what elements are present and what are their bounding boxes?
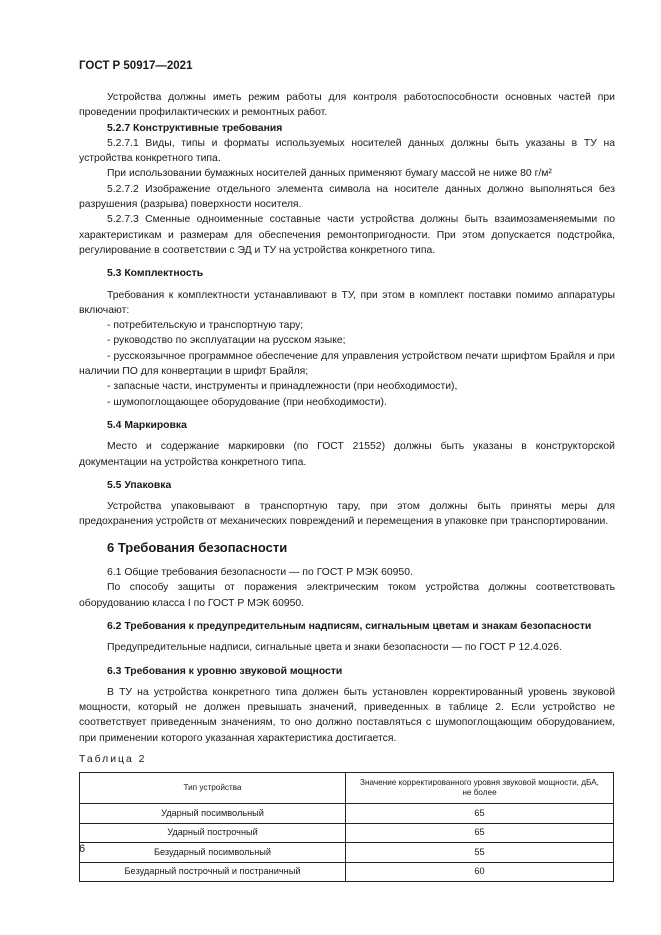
list-item: - русскоязычное программное обеспечение для управления устройством печати шрифтом Брайля и при наличии ПО для конвертации в шрифт Брайля; <box>79 350 615 378</box>
table-caption: Таблица 2 <box>79 753 147 765</box>
page-number: 6 <box>79 843 86 855</box>
section-heading: 6.3 Требования к уровню звуковой мощности <box>107 665 343 677</box>
paragraph: При использовании бумажных носителей данных применяют бумагу массой не ниже 80 г/м² <box>107 168 552 180</box>
paragraph: 5.2.7.1 Виды, типы и форматы используемых носителей данных должны быть указаны в ТУ на устройства конкретного типа. <box>79 137 615 165</box>
list-item: - потребительскую и транспортную тару; <box>107 320 304 332</box>
list-item: - руководство по эксплуатации на русском языке; <box>107 335 346 347</box>
paragraph: 5.2.7.3 Сменные одноименные составные части устройства должны быть взаимозаменяемыми по характеристикам и размерам для обеспечения ремонтопригодности. При этом допускается подстройка, регулирование в соответствии с ЭД и ТУ на устройства конкретного типа. <box>79 214 615 256</box>
table-cell: 65 <box>346 823 614 843</box>
table-row <box>80 862 614 882</box>
paragraph: Требования к комплектности устанавливают в ТУ, при этом в комплект поставки помимо аппаратуры включают: <box>79 289 615 316</box>
section-heading: 5.3 Комплектность <box>107 268 204 280</box>
section-heading: 5.4 Маркировка <box>107 419 187 431</box>
paragraph: По способу защиты от поражения электрическим током устройства должны соответствовать оборудованию класса I по ГОСТ Р МЭК 60950. <box>79 582 615 609</box>
document-header: ГОСТ Р 50917—2021 <box>79 60 193 72</box>
paragraph: Предупредительные надписи, сигнальные цвета и знаки безопасности — по ГОСТ Р 12.4.026. <box>107 642 562 654</box>
table-header-cell: Тип устройства <box>80 773 346 804</box>
table-row <box>80 804 614 824</box>
paragraph: 5.2.7.2 Изображение отдельного элемента символа на носителе данных должно выполняться без разрушения (разрыва) поверхности носителя. <box>79 183 615 211</box>
list-item: - шумопоглощающее оборудование (при необходимости). <box>107 396 387 408</box>
paragraph: Устройства упаковывают в транспортную тару, при этом должны быть приняты меры для предохранения устройств от механических повреждений и перемещения в упаковке при транспортировании. <box>79 501 615 528</box>
section-heading: 5.5 Упаковка <box>107 479 172 491</box>
table-cell: 55 <box>346 843 614 863</box>
table-cell: Ударный построчный <box>80 823 346 843</box>
noise-table <box>79 772 614 882</box>
section-heading: 5.2.7 Конструктивные требования <box>107 122 283 134</box>
paragraph: В ТУ на устройства конкретного типа должен быть установлен корректированный уровень звуковой мощности, который не должен превышать значений, приведенных в таблице 2. Если устройство не соответствует приведенным значениям, то оно должно поставляться с шумопоглощающим оборудованием, при применении которого указанная характеристика достигается. <box>79 686 615 744</box>
table-cell: Ударный посимвольный <box>80 804 346 824</box>
list-item: - запасные части, инструменты и принадлежности (при необходимости), <box>107 381 458 393</box>
table-cell: 65 <box>346 804 614 824</box>
table-cell: Безударный посимвольный <box>80 843 346 863</box>
table-cell: 60 <box>346 862 614 882</box>
page-content <box>79 90 615 882</box>
chapter-heading: 6 Требования безопасности <box>107 539 288 555</box>
section-heading: 6.2 Требования к предупредительным надписям, сигнальным цветам и знакам безопасности <box>107 620 592 632</box>
table-header-row <box>80 773 614 804</box>
table-row <box>80 843 614 863</box>
table-header-cell: Значение корректированного уровня звуковой мощности, дБА, не более <box>346 773 614 804</box>
paragraph: Устройства должны иметь режим работы для контроля работоспособности основных частей при проведении профилактических и ремонтных работ. <box>79 92 615 119</box>
table-row <box>80 823 614 843</box>
paragraph: Место и содержание маркировки (по ГОСТ 21552) должны быть указаны в конструкторской документации на устройства конкретного типа. <box>79 441 615 468</box>
table-cell: Безударный построчный и постраничный <box>80 862 346 882</box>
paragraph: 6.1 Общие требования безопасности — по ГОСТ Р МЭК 60950. <box>107 567 413 579</box>
